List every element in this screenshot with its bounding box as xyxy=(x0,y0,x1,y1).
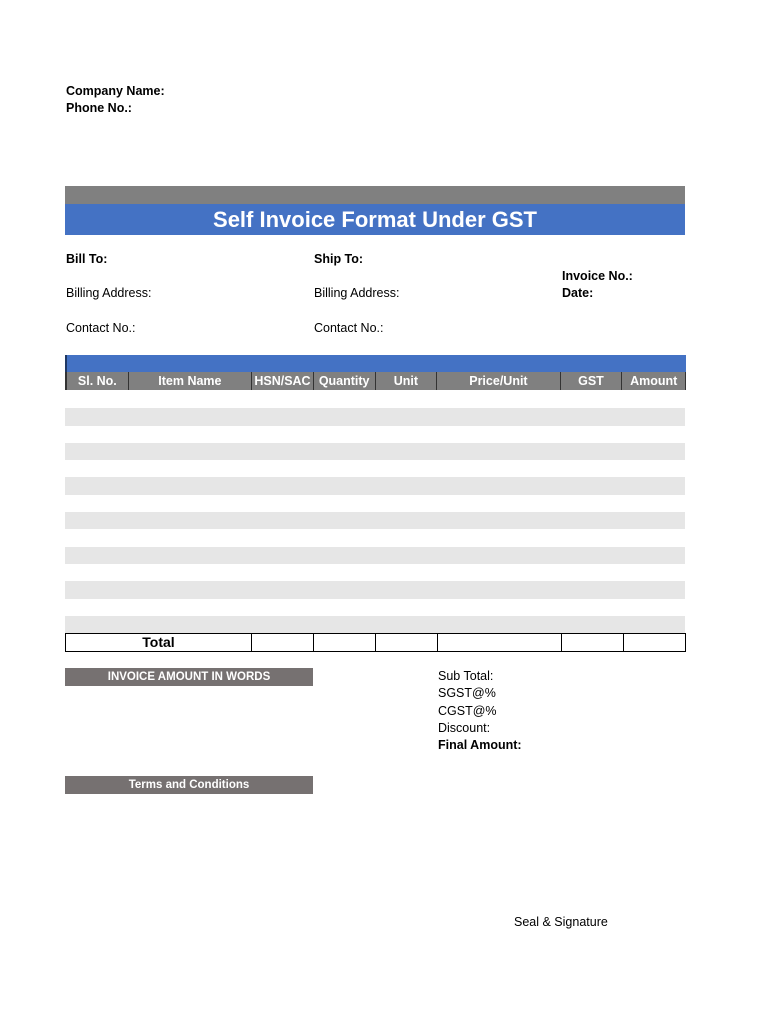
discount-label: Discount: xyxy=(438,720,491,735)
ship-to-contact-label: Contact No.: xyxy=(314,321,384,335)
company-info xyxy=(66,83,165,117)
seal-signature-label: Seal & Signature xyxy=(514,915,608,929)
table-row[interactable] xyxy=(65,547,685,564)
sub-total-label: Sub Total: xyxy=(438,669,494,683)
invoice-date-label: Date: xyxy=(562,286,594,300)
ship-to-heading: Ship To: xyxy=(314,252,364,266)
table-row[interactable] xyxy=(65,477,685,494)
table-row[interactable] xyxy=(65,391,685,408)
sgst-label: SGST@% xyxy=(438,686,496,701)
total-cell[interactable] xyxy=(562,634,624,651)
total-cell[interactable] xyxy=(252,634,314,651)
invoice-amount-in-words-bar: INVOICE AMOUNT IN WORDS xyxy=(65,668,313,686)
column-header: GST xyxy=(561,372,623,390)
total-cell[interactable] xyxy=(314,634,376,651)
table-row[interactable] xyxy=(65,564,685,581)
phone-label: Phone No.: xyxy=(66,101,132,115)
table-row[interactable] xyxy=(65,495,685,512)
table-row[interactable] xyxy=(65,512,685,529)
table-row[interactable] xyxy=(65,529,685,546)
total-cell[interactable] xyxy=(376,634,438,651)
column-header: Quantity xyxy=(314,372,376,390)
terms-and-conditions-bar: Terms and Conditions xyxy=(65,776,313,794)
bill-to-address-label: Billing Address: xyxy=(66,286,152,300)
column-header: Item Name xyxy=(129,372,252,390)
total-row xyxy=(65,633,686,652)
final-amount-label: Final Amount: xyxy=(438,738,522,753)
column-header: Sl. No. xyxy=(67,372,129,390)
bill-to-heading: Bill To: xyxy=(66,252,108,266)
table-row[interactable] xyxy=(65,581,685,598)
column-header: Amount xyxy=(630,374,678,388)
table-column-headers xyxy=(65,372,686,390)
ship-to-address-label: Billing Address: xyxy=(314,286,400,300)
title-top-band xyxy=(65,186,685,204)
items-table-body xyxy=(65,391,685,633)
table-row[interactable] xyxy=(65,408,685,425)
total-cell[interactable] xyxy=(624,634,685,651)
table-row[interactable] xyxy=(65,443,685,460)
cgst-label: CGST@% xyxy=(438,703,497,718)
invoice-number-label: Invoice No.: xyxy=(562,269,633,283)
table-row[interactable] xyxy=(65,426,685,443)
table-header-band xyxy=(65,355,686,372)
company-name-label: Company Name: xyxy=(66,84,165,98)
table-row[interactable] xyxy=(65,460,685,477)
column-header: Price/Unit xyxy=(437,372,560,390)
column-header: Unit xyxy=(376,372,438,390)
total-label: Total xyxy=(66,634,252,651)
table-row[interactable] xyxy=(65,599,685,616)
column-header: HSN/SAC xyxy=(252,372,314,390)
items-table-header xyxy=(65,355,686,390)
bill-to-contact-label: Contact No.: xyxy=(66,321,136,335)
table-row[interactable] xyxy=(65,616,685,633)
amount-summary xyxy=(438,668,522,754)
total-cell[interactable] xyxy=(438,634,562,651)
invoice-title: Self Invoice Format Under GST xyxy=(65,204,685,235)
